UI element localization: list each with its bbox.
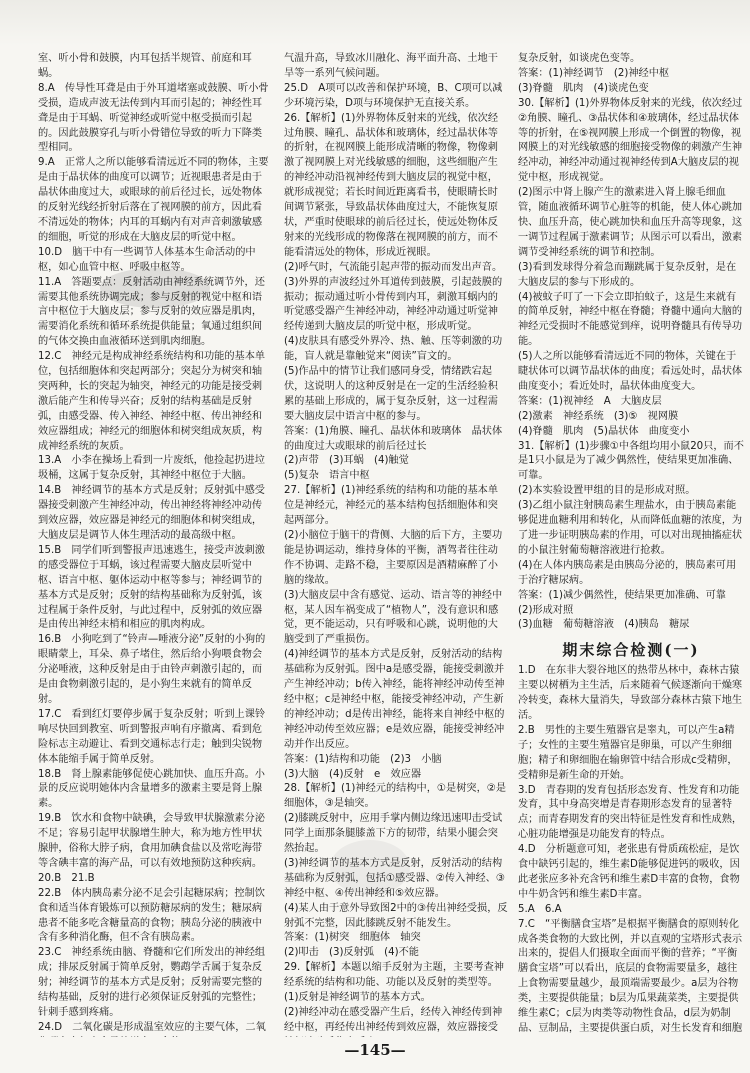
top-strip bbox=[0, 0, 750, 46]
column-right-text-bottom: 1.D 在东非大裂谷地区的热带丛林中，森林古猿主要以树栖为主生活，后来随着气候逐渐向干燥寒冷转变，森林大量消失，导致部分森林古猿下地生活。 2.B 男性的主要生殖器官是睾丸，可以产生a精子；女性的主要生殖器官是卵巢，可以产生卵细胞；精子和卵细胞在输卵管中结合形成c受精卵，受精卵是新生命的开始。 3.D 青春期的发育包括形态发育、性发育和功能发育，其中身高突增是青春期形态发育的显著特点；而青春期发育的突出特征是性发育和性成熟，心脏功能增强是功能发育的特点。 4.D 分析题意可知，老张患有骨质疏松症，是饮食中缺钙引起的，维生素D能够促进钙的吸收，因此老张应多补充含钙和维生素D丰富的食物，食物中牛奶含钙和维生素D丰富。 5.A 6.A 7.C “平衡膳食宝塔”是根据平衡膳食的原则转化成各类食物的大致比例，并以直观的宝塔形式表示出来的，提倡人们摄取全面而平衡的营养；“平衡膳食宝塔”可以看出，底层的食物需要量多，越往上食物需要量越少，最顶端需要最少。a层为谷物类，主要提供能量；b层为瓜果蔬菜类，主要提供维生素C；c层为肉类等动物性食品，d层为奶制品、豆制品，主要提供蛋白质，对生长发育和细胞 bbox=[518, 665, 743, 1034]
column-middle-text: 气温升高，导致冰川融化、海平面升高、土地干旱等一系列气候问题。 25.D A项可以改善和保护环境，B、C项可以减少环境污染，D项与环境保护无直接关系。 26.【解析】(1)外界物体反射来的光线，依次经过角膜、瞳孔、晶状体和玻璃体，经过晶状体等的折射，在视网膜上能形成清晰的物像，物像刺激了视网膜上对光线敏感的细胞，这些细胞产生的神经冲动沿视神经传到大脑皮层的视觉中枢，就形成视觉；若长时间近距离看书，使眼睛长时间调节紧张，导致晶状体曲度过大，不能恢复原状，严重时使眼球的前后径过长，使远处物体反射来的光线形成的物像落在视网膜的前方，而不能看清远处的物体，形成近视眼。 (2)呼气时，气流能引起声带的振动而发出声音。 (3)外界的声波经过外耳道传到鼓膜，引起鼓膜的振动；振动通过听小骨传到内耳，刺激耳蜗内的听觉感受器产生神经冲动，神经冲动通过听觉神经传递到大脑皮层的听觉中枢，形成听觉。 (4)皮肤具有感受外界冷、热、触、压等刺激的功能，盲人就是靠触觉来“阅读”盲文的。 (5)作品中的情节让我们感同身受，情绪跌宕起伏，这说明人的这种反射是在一定的生活经验积累的基础上形成的，属于复杂反射，这一过程需要大脑皮层中语言中枢的参与。 答案：(1)角膜、瞳孔、晶状体和玻璃体 晶状体的曲度过大或眼球的前后径过长 (2)声带 (3)耳蜗 (4)触觉 (5)复杂 语言中枢 27.【解析】(1)神经系统的结构和功能的基本单位是神经元，神经元的基本结构包括细胞体和突起两部分。 (2)小脑位于脑干的背侧、大脑的后下方，主要功能是协调运动，维持身体的平衡，酒驾者往往动作不协调、走路不稳，主要原因是酒精麻醉了小脑的缘故。 (3)大脑皮层中含有感觉、运动、语言等的神经中枢，某人因车祸变成了“植物人”，没有意识和感觉，更不能运动，只有呼吸和心跳，说明他的大脑受到了严重损伤。 (4)神经调节的基本方式是反射，反射活动的结构基础称为反射弧。图中a是感受器，能接受刺激并产生神经冲动；b传入神经，能将神经冲动传至神经中枢；c是神经中枢，能接受神经冲动，产生新的神经冲动；d是传出神经，能将来自神经中枢的神经冲动传至效应器；e是效应器，能接受神经冲动并作出反应。 答案：(1)结构和功能 (2)3 小脑 (3)大脑 (4)反射 e 效应器 28.【解析】(1)神经元的结构中，①是树突，②是细胞体，③是轴突。 (2)膝跳反射中，应用手掌内侧边缘迅速叩击受试同学上面那条腿膝盖下方的韧带，结果小腿会突然抬起。 (3)神经调节的基本方式是反射，反射活动的结构基础称为反射弧，包括①感受器、②传入神经、③神经中枢、④传出神经和⑤效应器。 (4)某人由于意外导致图2中的③传出神经受损，反射弧不完整，因此膝跳反射不能发生。 答案：(1)树突 细胞体 轴突 (2)叩击 (3)反射弧 (4)不能 29.【解析】本题以缩手反射为主题，主要考查神经系统的结构和功能、功能以及反射的类型等。 (1)反射是神经调节的基本方式。 (2)神经冲动在感受器产生后，经传入神经传到神经中枢，再经传出神经传到效应器，效应器接受 bbox=[284, 53, 508, 1033]
section-title: 期末综合检测(一) bbox=[562, 641, 700, 660]
column-left-text: 室、听小骨和鼓膜，内耳包括半规管、前庭和耳蜗。 8.A 传导性耳聋是由于外耳道堵塞或鼓膜、听小骨受损，造成声波无法传到内耳而引起的；神经性耳聋是由于耳蜗、听觉神经或听觉中枢受损而引起的。因此鼓膜穿孔与听小骨错位导致的听力下降类型相同。 9.A 正常人之所以能够看清远近不同的物体，主要是由于晶状体的曲度可以调节；近视眼患者是由于晶状体曲度过大，或眼球的前后径过长，远处物体的反射光线经折射后落在了视网膜的前方，因此看不清远处的物体；内耳的耳蜗内有对声音刺激敏感的细胞，听觉的形成在大脑皮层的听觉中枢。 10.D 脑干中有一些调节人体基本生命活动的中枢，如心血管中枢、呼吸中枢等。 11.A 答题要点：反射活动由神经系统调节外，还需要其他系统协调完成；参与反射的视觉中枢和语言中枢位于大脑皮层；参与反射的效应器是肌肉，需要消化系统和循环系统提供能量；氧通过组织间的气体交换由血液循环送到肌肉细胞。 12.C 神经元是构成神经系统结构和功能的基本单位，包括细胞体和突起两部分；突起分为树突和轴突两种，长的突起为轴突，神经元的功能是接受刺激后能产生和传导兴奋；反射的结构基础是反射弧，由感受器、传入神经、神经中枢、传出神经和效应器组成；神经元的细胞体和树突组成灰质，构成神经系统的灰质。 13.A 小李在操场上看到一片废纸，他捡起扔进垃圾桶，这属于复杂反射，其神经中枢位于大脑。 14.B 神经调节的基本方式是反射；反射弧中感受器接受刺激产生神经冲动，传出神经将神经冲动传到效应器，效应器是神经元的细胞体和树突组成，大脑皮层是调节人体生理活动的最高级中枢。 15.B 同学们听到警报声迅速逃生，接受声波刺激的感受器位于耳蜗，该过程需要大脑皮层听觉中枢、语言中枢、躯体运动中枢等参与；神经调节的基本方式是反射；反射的结构基础称为反射弧，该过程属于条件反射，与此过程中，反射弧的效应器是由传出神经末梢和相应的肌肉构成。 16.B 小狗吃到了“铃声—唾液分泌”反射的小狗的眼睛蒙上，耳朵、鼻子堵住，然后给小狗喂食物会分泌唾液，这种反射是由于由铃声刺激引起的，而是由食物刺激引起的，是小狗生来就有的简单反射。 17.C 看到红灯要停步属于复杂反射；听到上课铃响尽快回到教室、听到警报声响有序撤离、看到危险标志主动避让、看到交通标志行走；触到尖锐物体本能缩手属于简单反射。 18.B 肾上腺素能够促使心跳加快、血压升高。小景的反应说明她体内含量增多的激素主要是肾上腺素。 19.B 饮水和食物中缺碘，会导致甲状腺激素分泌不足；容易引起甲状腺增生肿大，称为地方性甲状腺肿，俗称大脖子病，食用加碘食盐以及常吃海带等含碘丰富的海产品，可以有效地预防这种疾病。 20.B 21.B 22.B 体内胰岛素分泌不足会引起糖尿病；控制饮食和适当体育锻炼可以预防糖尿病的发生；糖尿病患者不能多吃含糖量高的食物；胰岛分泌的胰液中含有多种消化酶，但不含有胰岛素。 23.C 神经系统由脑、脊髓和它们所发出的神经组成；排尿反射属于简单反射，鹦鹉学舌属于复杂反射；神经调节的基本方式是反射；反射需要完整的结构基础，反射的进行必须保证反射弧的完整性；针刺手感到疼痛。 24.D 二氧化碳是形成温室效应的主要气体，二氧 bbox=[38, 53, 269, 1033]
column-right bbox=[518, 52, 744, 1037]
column-middle bbox=[284, 52, 508, 1037]
page-number: —145— bbox=[344, 1041, 406, 1059]
column-right-text-top: 复杂反射，如谈虎色变等。 答案：(1)神经调节 (2)神经中枢 (3)脊髓 肌肉 (4)谈虎色变 30.【解析】(1)外界物体反射来的光线，依次经过②角膜、瞳孔、③晶状体和④玻璃体，经过晶状体等的折射，在⑤视网膜上形成一个倒置的物像，视网膜上的对光线敏感的细胞接受物像的刺激产生神经冲动，神经冲动通过视神经传到A大脑皮层的视觉中枢，形成视觉。 (2)图示中肾上腺产生的激素进入肾上腺毛细血管，随血液循环调节心脏等的机能，使人体心跳加快、血压升高，使心跳加快和血压升高等现象，这一调节过程属于激素调节；从图示可以看出，激素调节受神经系统的调节和控制。 (3)看到发球得分着急而蹦跳属于复杂反射，是在大脑皮层的参与下形成的。 (4)被蚊子叮了一下会立即拍蚊子，这是生来就有的简单反射，神经中枢在脊髓；脊髓中通向大脑的神经元受损时不能感觉到痒，说明脊髓具有传导功能。 (5)人之所以能够看清远近不同的物体，关键在于睫状体可以调节晶状体的曲度；看远处时，晶状体曲度变小；看近处时，晶状体曲度变大。 答案：(1)视神经 A 大脑皮层 (2)激素 神经系统 (3)⑤ 视网膜 (4)脊髓 肌肉 (5)晶状体 曲度变小 31.【解析】(1)步骤①中各组均用小鼠20只，而不是1只小鼠是为了减少偶然性，使结果更加准确、可靠。 (2)本实验设置甲组的目的是形成对照。 (3)乙组小鼠注射胰岛素生理盐水，由于胰岛素能够促进血糖利用和转化，从而降低血糖的浓度，为了进一步证明胰岛素的作用，可以对出现抽搐症状的小鼠注射葡萄糖溶液进行抢救。 (4)在人体内胰岛素是由胰岛分泌的，胰岛素可用于治疗糖尿病。 答案：(1)减少偶然性，使结果更加准确、可靠 (2)形成对照 (3)血糖 葡萄糖溶液 (4)胰岛 糖尿 bbox=[518, 53, 744, 631]
column-left bbox=[38, 52, 270, 1037]
